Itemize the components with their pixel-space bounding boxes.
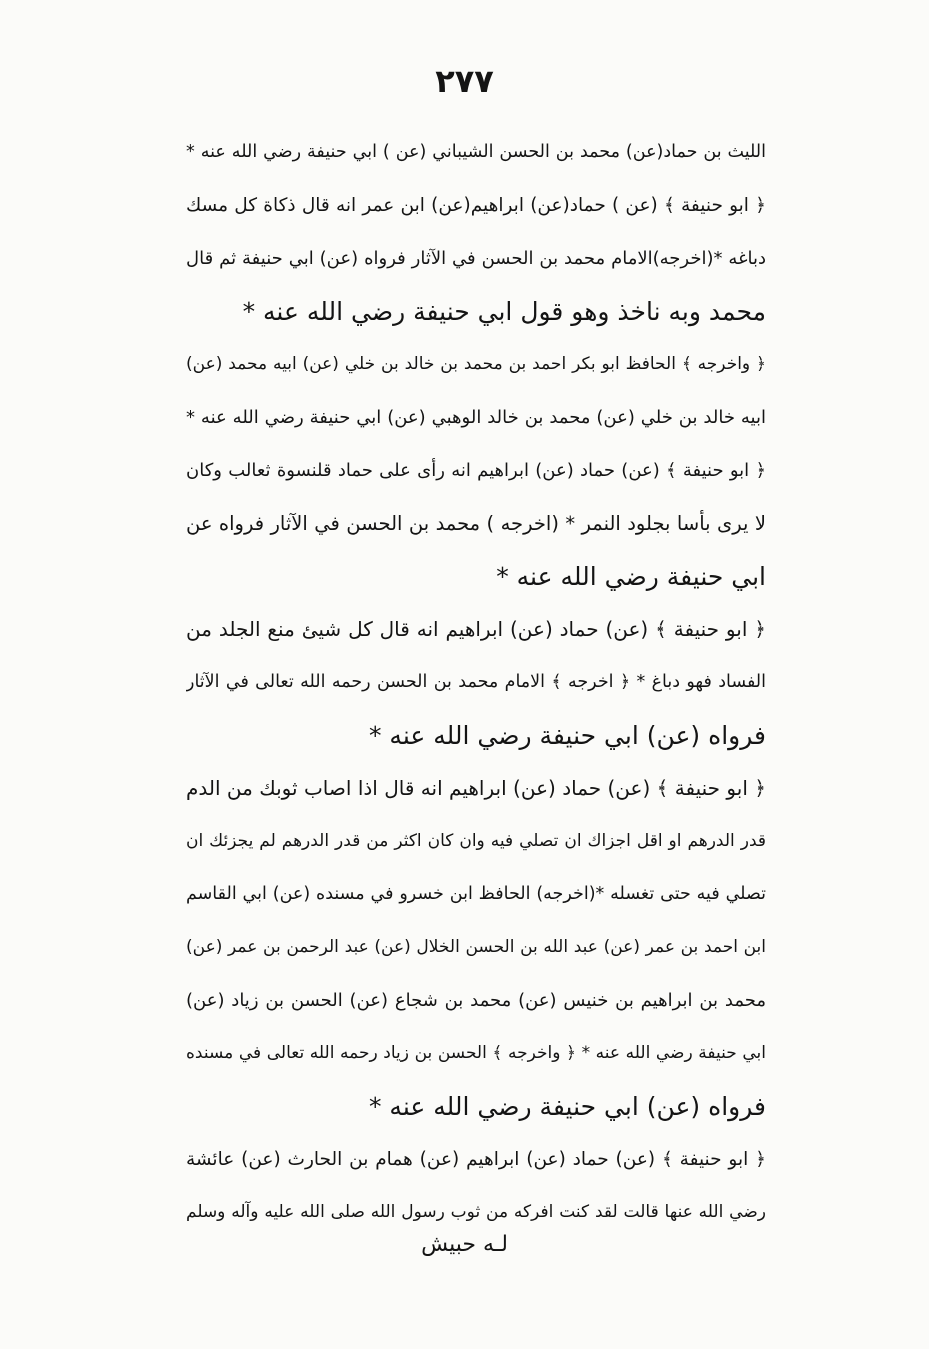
- text-line: فرواه (عن) ابي حنيفة رضي الله عنه *: [368, 721, 766, 750]
- text-line: ابي حنيفة رضي الله عنه *: [496, 562, 766, 591]
- text-line: ﴿ ابو حنيفة ﴾ (عن) حماد (عن) ابراهيم انه قال اذا اصاب ثوبك من الدم: [186, 776, 766, 800]
- text-line: ﴿ واخرجه ﴾ الحافظ ابو بكر احمد بن محمد بن خالد بن خلي (عن) ابيه محمد (عن): [186, 354, 766, 374]
- text-line: ابن احمد بن عمر (عن) عبد الله بن الحسن الخلال (عن) عبد الرحمن بن عمر (عن): [186, 937, 766, 957]
- text-line: محمد بن ابراهيم بن خنيس (عن) محمد بن شجاع (عن) الحسن بن زياد (عن): [186, 990, 766, 1011]
- text-line: لا يرى بأسا بجلود النمر * (اخرجه ) محمد بن الحسن في الآثار فرواه عن: [186, 512, 766, 535]
- text-line: الليث بن حماد(عن) محمد بن الحسن الشيباني (عن ) ابي حنيفة رضي الله عنه *: [186, 142, 766, 162]
- text-line: ابي حنيفة رضي الله عنه * ﴿ واخرجه ﴾ الحسن بن زياد رحمه الله تعالى في مسنده: [186, 1043, 766, 1063]
- text-line: ﴿ ابو حنيفة ﴾ (عن ) حماد(عن) ابراهيم(عن) ابن عمر انه قال ذكاة كل مسك: [186, 195, 766, 216]
- text-line: الفساد فهو دباغ * ﴿ اخرجه ﴾ الامام محمد بن الحسن رحمه الله تعالى في الآثار: [186, 672, 766, 692]
- page-body-text: [186, 126, 766, 1239]
- page-number: ٢٧٧: [435, 62, 494, 100]
- text-line: رضي الله عنها قالت لقد كنت افركه من ثوب رسول الله صلى الله عليه وآله وسلم: [186, 1202, 766, 1222]
- text-line: ﴿ ابو حنيفة ﴾ (عن) حماد (عن) ابراهيم انه قال كل شيئ منع الجلد من: [186, 617, 766, 641]
- text-line: تصلي فيه حتى تغسله *(اخرجه) الحافظ ابن خسرو في مسنده (عن) ابي القاسم: [186, 884, 766, 904]
- text-line: ﴿ ابو حنيفة ﴾ (عن) حماد (عن) ابراهيم انه رأى على حماد قلنسوة ثعالب وكان: [186, 460, 766, 481]
- text-line: محمد وبه ناخذ وهو قول ابي حنيفة رضي الله عنه *: [242, 297, 766, 326]
- text-line: ابيه خالد بن خلي (عن) محمد بن خالد الوهبي (عن) ابي حنيفة رضي الله عنه *: [186, 407, 766, 428]
- text-line: فرواه (عن) ابي حنيفة رضي الله عنه *: [368, 1092, 766, 1121]
- footnote: لـه حبيش: [421, 1232, 508, 1257]
- text-line: قدر الدرهم او اقل اجزاك ان تصلي فيه وان كان اكثر من قدر الدرهم لم يجزئك ان: [186, 831, 766, 851]
- text-line: ﴿ ابو حنيفة ﴾ (عن) حماد (عن) ابراهيم (عن) همام بن الحارث (عن) عائشة: [186, 1149, 766, 1170]
- text-line: دباغه *(اخرجه)الامام محمد بن الحسن في الآثار فرواه (عن) ابي حنيفة ثم قال: [186, 248, 766, 269]
